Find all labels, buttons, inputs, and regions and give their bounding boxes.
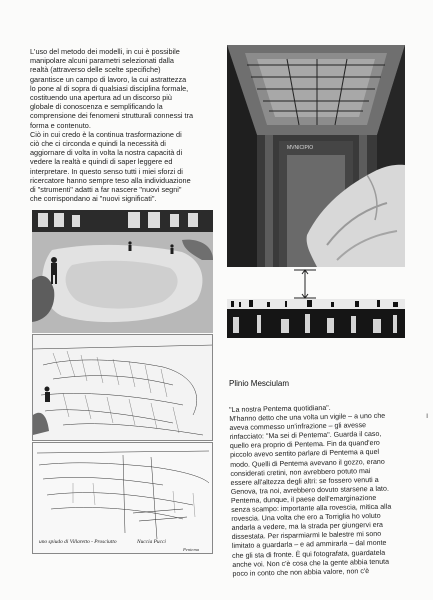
intro-text-line: vedere la realtà e quindi di saper leggere ed (30, 157, 173, 167)
intro-text-line: comprensione dei fenomeni strutturali connessi tra (30, 111, 194, 121)
quote-text-line: che gli sta di fronte. Ė qui fotografata, guardatela (232, 548, 386, 560)
quote-text-line: considerati cretini, non avrebbero potuto mai (230, 466, 371, 478)
quote-text-line: dissestata. Per risparmiarmi le balestre mi sono (231, 530, 382, 542)
intro-text-line: ciò che ci circonda e quindi la necessità di (30, 139, 166, 149)
quote-text-line: anche voi. Non c'è cosa che la gente abbia tenuta (232, 557, 390, 569)
intro-text-line: di "strumenti" adatti a far nascere "nuovi segni" (30, 185, 182, 195)
quote-text (229, 403, 393, 579)
quote-author: Plinio Mesciulam (229, 379, 290, 388)
sketch-signature: Nuccia Pucci (137, 539, 166, 545)
margin-mark: ı (426, 411, 429, 420)
quote-text-line: M'hanno detto che una volta un vigile – a uno che (229, 411, 386, 424)
quote-text-line: modo. Quelli di Pentema avevano il gozzo, erano (230, 457, 385, 469)
intro-text-line: forma e contenuto. (30, 120, 91, 130)
intro-text (30, 47, 193, 203)
quote-text-line: essere all'altezza degli altri: se fossero venuti a (230, 475, 379, 487)
intro-text-line: che corrispondano ai "nuovi significati". (30, 194, 157, 204)
quote-text-line: rinfacciato: "Ma sei di Pentema". Guarda il caso, (229, 430, 382, 442)
quote-text-line: piccolo avevo sentito parlare di Pentema a quel (229, 448, 380, 460)
quote-text-line: "La nostra Pentema quotidiana". (229, 403, 331, 414)
quote-text-line: senza scampo: importante alla rovescia, mitica alla (231, 502, 392, 515)
street-photo (32, 210, 213, 333)
intro-text-line: lo pone al di sopra di qualsiasi disciplina formale, (30, 83, 189, 93)
street-plan-drawing (32, 442, 213, 554)
intro-text-line: garantisce un campo di lavoro, la cui astrattezza (30, 74, 187, 84)
quote-text-line: rovescia. Una volta che ero a Torriglia ho voluto (231, 511, 381, 524)
intro-text-line: L'uso del metodo dei modelli, in cui è possibile (30, 47, 180, 56)
street-sketch-drawing (32, 334, 213, 441)
quote-text-line: poco in conto che non abbia valore, non c'è (232, 566, 370, 578)
sketch-mark: Pentema (183, 547, 200, 552)
intro-text-line: manipolare alcuni parametri selezionati dalla (30, 56, 174, 66)
arcade-photo (227, 45, 405, 267)
sketch-caption: uno spiudo di Villaretto - Prosciutto (39, 539, 117, 545)
intro-text-line: interpretare. In questo senso tutti i miei sforzi di (30, 166, 183, 176)
intro-text-line: realtà (attraverso delle scelte specifiche) (30, 65, 161, 75)
intro-text-line: costituendo una apertura ad un discorso più (30, 93, 172, 103)
intro-text-line: Ciò in cui credo è la continua trasformazione di (30, 129, 182, 139)
processed-arcade-strip (227, 299, 405, 338)
quote-text-line: andarla a vedere, ma la strada per giungervi era (231, 521, 384, 533)
quote-text-line: quello era proprio di Pentema. Fin da quand'ero (229, 439, 380, 451)
quote-text-line: Pentema, dunque, il paese dell'emarginazione (230, 493, 377, 505)
intro-text-line: ricercatore hanno sempre teso alla individuazione (30, 175, 191, 185)
intro-text-line: aggiornare di volta in volta la nostra capacità di (30, 148, 183, 158)
scale-bracket-icon (290, 268, 320, 300)
quote-text-line: limitato a guardarla – e ad ammirarla – dal monte (231, 539, 387, 551)
intro-text-line: globale di conoscenza e semplificando la (30, 102, 163, 112)
arch-inscription: MVNICIPIO (287, 145, 314, 151)
quote-text-line: aveva commesso un'infrazione – gli avesse (229, 421, 367, 433)
quote-text-line: Genova, tra noi, avrebbero dovuto starsene a lato. (230, 484, 389, 496)
